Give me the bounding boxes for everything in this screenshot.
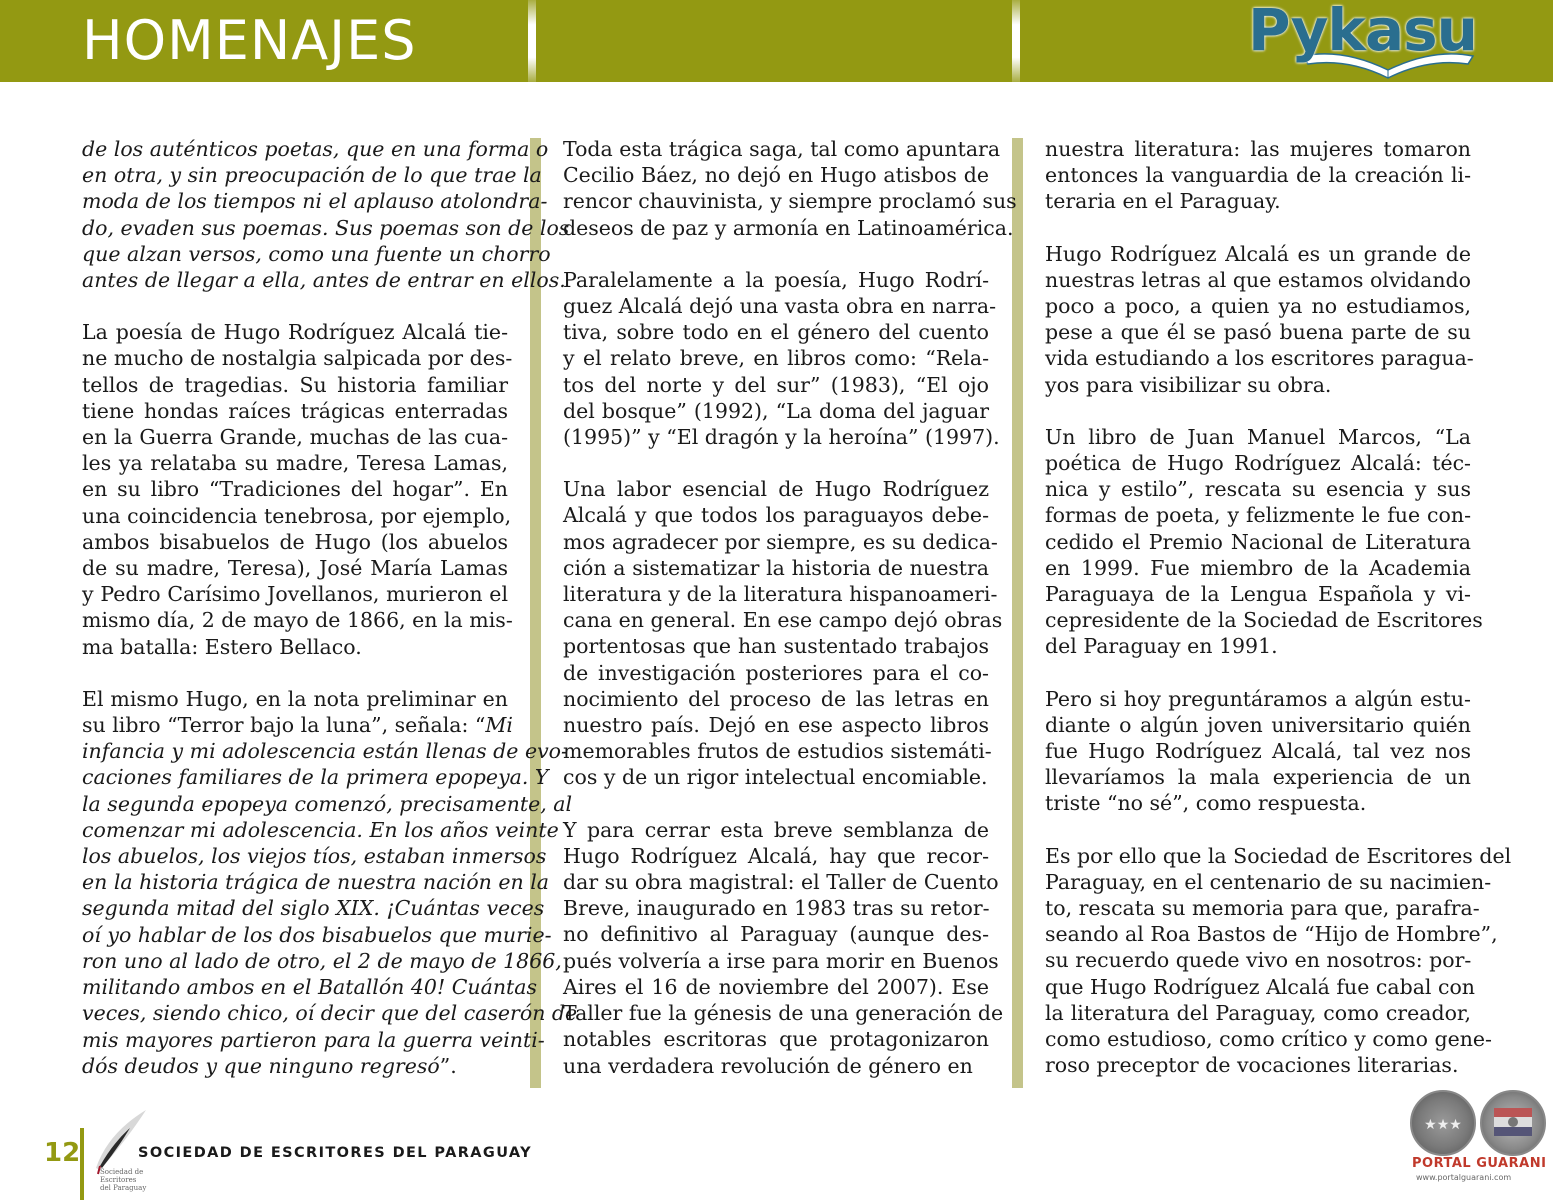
italic-text: infancia y mi adolescencia están llenas de evo- [82, 739, 568, 764]
text-line [82, 319, 508, 345]
header-divider [528, 0, 536, 82]
caption-line: Sociedad de [100, 1168, 144, 1176]
text-segment: de investigación posteriores para el co- [563, 660, 989, 685]
text-segment: su recuerdo quede vivo en nosotros: por- [1045, 948, 1472, 973]
text-segment: Una labor esencial de Hugo Rodríguez [563, 477, 989, 502]
page-number: 12 [44, 1138, 81, 1168]
text-segment: tos del norte y del sur” (1983), “El ojo [563, 372, 989, 397]
text-line [563, 974, 989, 1000]
text-line [82, 686, 508, 712]
text-line [563, 921, 989, 947]
text-line [1045, 529, 1471, 555]
text-line [1045, 424, 1471, 450]
text-line [1045, 267, 1471, 293]
italic-text: do, evaden sus poemas. Sus poemas son de los [82, 215, 570, 240]
text-line [1045, 476, 1471, 502]
text-segment: Cecilio Báez, no dejó en Hugo atisbos de [563, 163, 989, 188]
italic-text: mis mayores partieron para la guerra veinti- [82, 1027, 545, 1052]
text-line [563, 843, 989, 869]
text-segment: yos para visibilizar su obra. [1045, 372, 1332, 397]
text-line [82, 529, 508, 555]
text-line [563, 555, 989, 581]
text-segment: una verdadera revolución de género en [563, 1053, 973, 1078]
paragraph [563, 136, 1017, 241]
article-column-1 [82, 136, 578, 1105]
italic-text: los abuelos, los viejos tíos, estaban inmersos [82, 844, 547, 869]
text-segment: su libro “Terror bajo la luna”, señala: “ [82, 713, 486, 738]
text-segment: El mismo Hugo, en la nota preliminar en [82, 686, 508, 711]
text-line [1045, 974, 1476, 1000]
text-segment: tellos de tragedias. Su historia familiar [82, 372, 508, 397]
pykasu-logo [1248, 2, 1478, 78]
text-segment: nuestro país. Dejó en ese aspecto libros [563, 713, 989, 738]
text-line [82, 503, 512, 529]
text-line [563, 162, 989, 188]
text-segment: cana en general. En ese campo dejó obras [563, 608, 1003, 633]
article-column-3 [1045, 136, 1512, 1105]
text-line [563, 188, 1017, 214]
text-line [82, 1053, 508, 1079]
text-line [82, 1027, 545, 1053]
text-line [82, 1000, 578, 1026]
text-line [563, 869, 999, 895]
italic-text: en la historia trágica de nuestra nación en la [82, 870, 550, 895]
footer-divider [80, 1128, 84, 1200]
text-segment: nuestras letras al que estamos olvidando [1045, 267, 1471, 292]
column-divider [1012, 138, 1023, 1088]
text-segment: ción a sistematizar la historia de nuestra [563, 555, 989, 580]
text-segment: del Paraguay en 1991. [1045, 634, 1278, 659]
text-line [1045, 188, 1471, 214]
text-segment: mos agradecer por siempre, es su dedica- [563, 529, 998, 554]
text-line [1045, 241, 1471, 267]
text-segment: en 1999. Fue miembro de la Academia [1045, 555, 1471, 580]
text-line [563, 712, 989, 738]
text-segment: Aires el 16 de noviembre del 2007). Ese [563, 974, 989, 999]
text-line [82, 476, 508, 502]
text-segment: formas de poeta, y felizmente le fue con- [1045, 503, 1471, 528]
text-line [563, 529, 998, 555]
text-line [563, 764, 989, 790]
text-line [1045, 947, 1471, 973]
text-segment: Paraguay, en el centenario de su nacimien- [1045, 869, 1492, 894]
text-segment: Paralelamente a la poesía, Hugo Rodrí- [563, 267, 989, 292]
text-line [563, 136, 1001, 162]
paragraph [1045, 424, 1483, 660]
text-segment: mismo día, 2 de mayo de 1866, en la mis- [82, 608, 513, 633]
text-segment: y Pedro Carísimo Jovellanos, murieron el [82, 582, 508, 607]
text-line [1045, 1026, 1492, 1052]
logo-text: Pykasu [1248, 0, 1477, 64]
text-line [1045, 136, 1471, 162]
text-segment: Y para cerrar esta breve semblanza de [563, 817, 989, 842]
text-line [1045, 869, 1492, 895]
text-segment: dar su obra magistral: el Taller de Cuento [563, 870, 999, 895]
text-line [563, 817, 989, 843]
paragraph [563, 476, 1003, 790]
text-segment: y el relato breve, en libros como: “Rela- [563, 346, 989, 371]
text-line [1045, 345, 1474, 371]
italic-text: que alzan versos, como una fuente un chorro [82, 241, 551, 266]
text-segment: memorables frutos de estudios sistemáti- [563, 739, 992, 764]
text-line [82, 974, 538, 1000]
text-line [82, 450, 508, 476]
text-segment: (1995)” y “El dragón y la heroína” (1997). [563, 425, 1000, 450]
text-line [82, 817, 559, 843]
text-segment: del bosque” (1992), “La doma del jaguar [563, 398, 989, 423]
text-line [82, 136, 549, 162]
text-line [1045, 738, 1471, 764]
text-line [563, 660, 989, 686]
text-line [563, 398, 989, 424]
text-line [563, 502, 989, 528]
text-segment: deseos de paz y armonía en Latinoamérica. [563, 215, 1014, 240]
text-line [563, 607, 1003, 633]
italic-text: comenzar mi adolescencia. En los años veinte [82, 817, 559, 842]
text-line [563, 581, 998, 607]
text-segment: cos y de un rigor intelectual encomiable. [563, 765, 988, 790]
text-segment: no definitivo al Paraguay (aunque des- [563, 922, 989, 947]
text-segment: les ya relataba su madre, Teresa Lamas, [82, 451, 508, 476]
text-line [563, 948, 999, 974]
caption-line: Escritores [100, 1176, 137, 1184]
text-segment: La poesía de Hugo Rodríguez Alcalá tie- [82, 320, 508, 345]
text-line [1045, 1052, 1471, 1078]
text-line [563, 215, 1014, 241]
italic-text: Mi [485, 713, 513, 738]
text-line [563, 1053, 989, 1079]
text-segment: fue Hugo Rodríguez Alcalá, tal vez nos [1045, 739, 1471, 764]
text-segment: que Hugo Rodríguez Alcalá fue cabal con [1045, 974, 1476, 999]
text-segment: entonces la vanguardia de la creación li- [1045, 163, 1471, 188]
text-line [563, 1000, 1004, 1026]
text-line [1045, 162, 1471, 188]
text-segment: pese a que él se pasó buena parte de su [1045, 320, 1471, 345]
italic-text: dós deudos y que ninguno regresó [82, 1053, 440, 1078]
text-segment: portentosas que han sustentado trabajos [563, 634, 989, 659]
text-segment: ambos bisabuelos de Hugo (los abuelos [82, 529, 508, 554]
italic-text: caciones familiares de la primera epopeya. Y [82, 765, 549, 790]
text-line [1045, 372, 1471, 398]
text-segment: triste “no sé”, como respuesta. [1045, 791, 1367, 816]
italic-text: ron uno al lado de otro, el 2 de mayo de 1866, [82, 948, 562, 973]
text-line [82, 581, 508, 607]
text-segment: nica y estilo”, rescata su esencia y sus [1045, 477, 1471, 502]
italic-text: veces, siendo chico, oí decir que del caserón de [82, 1001, 578, 1026]
text-segment: poética de Hugo Rodríguez Alcalá: téc- [1045, 451, 1471, 476]
text-line [82, 895, 545, 921]
text-line [82, 843, 547, 869]
text-line [563, 1026, 989, 1052]
text-segment: Alcalá y que todos los paraguayos debe- [563, 503, 989, 528]
text-segment: teraria en el Paraguay. [1045, 189, 1281, 214]
text-segment: la literatura del Paraguay, como creador, [1045, 1000, 1471, 1025]
italic-text: oí yo hablar de los dos bisabuelos que murie- [82, 922, 552, 947]
seal-flag-icon [1480, 1090, 1546, 1156]
text-line [563, 424, 1000, 450]
text-segment: Hugo Rodríguez Alcalá, hay que recor- [563, 843, 989, 868]
seal-stars-icon [1410, 1090, 1476, 1156]
text-line [82, 948, 562, 974]
text-line [82, 188, 548, 214]
italic-text: antes de llegar a ella, antes de entrar en ellos. [82, 268, 566, 293]
svg-text:★★★: ★★★ [1424, 1117, 1462, 1133]
text-segment: rencor chauvinista, y siempre proclamó sus [563, 189, 1017, 214]
text-segment: seando al Roa Bastos de “Hijo de Hombre”, [1045, 922, 1498, 947]
text-line [1045, 686, 1471, 712]
text-line [82, 398, 508, 424]
italic-text: la segunda epopeya comenzó, precisamente, al [82, 791, 573, 816]
text-line [82, 555, 508, 581]
text-line [563, 686, 989, 712]
text-segment: roso preceptor de vocaciones literarias. [1045, 1053, 1459, 1078]
publisher-name: SOCIEDAD DE ESCRITORES DEL PARAGUAY [138, 1145, 533, 1161]
text-segment: pués volvería a irse para morir en Buenos [563, 948, 999, 973]
text-line [82, 241, 551, 267]
portal-guarani-logo [1400, 1090, 1550, 1195]
text-segment: ”. [439, 1053, 457, 1078]
text-segment: ma batalla: Estero Bellaco. [82, 634, 362, 659]
text-segment: Es por ello que la Sociedad de Escritores del [1045, 843, 1512, 868]
text-line [1045, 764, 1471, 790]
text-line [563, 738, 992, 764]
text-line [1045, 895, 1480, 921]
text-line [82, 345, 513, 371]
text-line [1045, 1000, 1471, 1026]
text-line [82, 215, 570, 241]
text-line [82, 267, 566, 293]
text-line [1045, 712, 1471, 738]
text-line [1045, 319, 1471, 345]
text-segment: literatura y de la literatura hispanoameri- [563, 582, 998, 607]
text-line [82, 162, 542, 188]
text-line [82, 738, 568, 764]
text-line [82, 607, 513, 633]
text-segment: Hugo Rodríguez Alcalá es un grande de [1045, 241, 1471, 266]
text-segment: en su libro “Tradiciones del hogar”. En [82, 477, 508, 502]
text-line [82, 712, 513, 738]
article-column-2 [563, 136, 1017, 1105]
caption-line: del Paraguay [100, 1184, 147, 1192]
italic-text: en otra, y sin preocupación de lo que trae la [82, 163, 542, 188]
text-segment: diante o algún joven universitario quién [1045, 712, 1471, 737]
text-line [1045, 293, 1471, 319]
italic-text: de los auténticos poetas, que en una forma o [82, 137, 549, 161]
text-line [82, 764, 549, 790]
text-segment: de su madre, Teresa), José María Lamas [82, 556, 508, 581]
italic-text: moda de los tiempos ni el aplauso atolondra- [82, 189, 548, 214]
text-line [563, 319, 989, 345]
publisher-logo-caption [100, 1168, 146, 1192]
text-line [82, 372, 508, 398]
text-line [563, 293, 997, 319]
paragraph [1045, 136, 1471, 215]
text-segment: guez Alcalá dejó una vasta obra en narra- [563, 294, 997, 319]
text-segment: to, rescata su memoria para que, parafra- [1045, 896, 1480, 921]
text-line [1045, 921, 1498, 947]
text-line [563, 345, 989, 371]
text-segment: ne mucho de nostalgia salpicada por des- [82, 346, 513, 371]
text-line [563, 372, 989, 398]
italic-text: segunda mitad del siglo XIX. ¡Cuántas veces [82, 896, 545, 921]
text-segment: Un libro de Juan Manuel Marcos, “La [1045, 424, 1471, 449]
text-line [82, 424, 508, 450]
text-line [1045, 843, 1512, 869]
paragraph [563, 267, 1000, 450]
text-line [82, 922, 552, 948]
paragraph [82, 319, 513, 660]
text-line [563, 895, 989, 921]
text-segment: nocimiento del proceso de las letras en [563, 686, 989, 711]
text-line [563, 267, 989, 293]
paragraph [1045, 241, 1474, 398]
header-divider [1012, 0, 1020, 82]
text-line [82, 791, 573, 817]
text-segment: Pero si hoy preguntáramos a algún estu- [1045, 686, 1471, 711]
text-segment: Breve, inaugurado en 1983 tras su retor- [563, 896, 990, 921]
section-header-bar [0, 0, 1553, 82]
text-line [1045, 450, 1471, 476]
text-segment: cedido el Premio Nacional de Literatura [1045, 529, 1471, 554]
text-line [82, 869, 550, 895]
text-segment: como estudioso, como crítico y como gene- [1045, 1027, 1492, 1052]
paragraph [1045, 686, 1471, 817]
text-segment: llevaríamos la mala experiencia de un [1045, 765, 1471, 790]
portal-name: PORTAL GUARANI [1412, 1156, 1547, 1171]
text-line [1045, 607, 1483, 633]
text-segment: notables escritoras que protagonizaron [563, 1027, 989, 1052]
text-line [1045, 581, 1471, 607]
paragraph [82, 136, 570, 293]
text-segment: una coincidencia tenebrosa, por ejemplo, [82, 503, 512, 528]
italic-text: militando ambos en el Batallón 40! Cuántas [82, 975, 538, 1000]
text-segment: tiene hondas raíces trágicas enterradas [82, 398, 508, 423]
section-title: HOMENAJES [82, 9, 417, 72]
text-segment: Taller fue la génesis de una generación de [563, 1001, 1004, 1026]
text-line [563, 476, 989, 502]
text-segment: poco a poco, a quien ya no estudiamos, [1045, 294, 1471, 319]
text-line [82, 634, 508, 660]
text-line [1045, 790, 1471, 816]
paragraph [1045, 843, 1512, 1079]
portal-url: www.portalguarani.com [1416, 1173, 1512, 1182]
text-segment: Paraguaya de la Lengua Española y vi- [1045, 582, 1471, 607]
text-segment: tiva, sobre todo en el género del cuento [563, 320, 989, 345]
text-segment: en la Guerra Grande, muchas de las cua- [82, 425, 508, 450]
text-line [563, 633, 989, 659]
text-segment: Toda esta trágica saga, tal como apuntara [563, 137, 1001, 161]
text-line [1045, 555, 1471, 581]
text-line [1045, 633, 1471, 659]
paragraph [563, 817, 1004, 1079]
text-segment: nuestra literatura: las mujeres tomaron [1045, 137, 1471, 161]
text-line [1045, 502, 1471, 528]
text-segment: vida estudiando a los escritores paragua- [1045, 346, 1474, 371]
paragraph [82, 686, 578, 1079]
text-segment: cepresidente de la Sociedad de Escritores [1045, 608, 1483, 633]
